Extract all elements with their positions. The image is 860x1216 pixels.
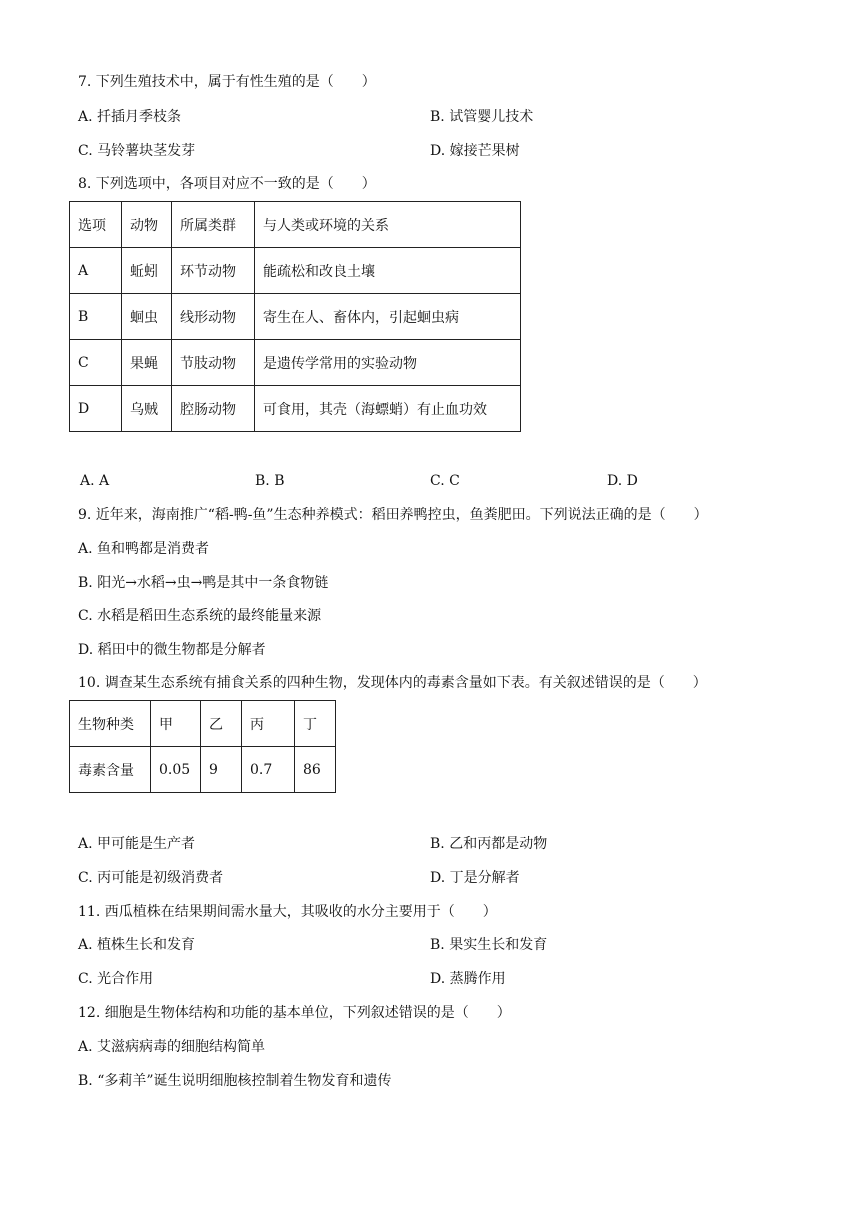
option-c: C. 马铃薯块茎发芽 — [78, 143, 196, 159]
table-header-cell: 与人类或环境的关系 — [255, 202, 521, 248]
table-cell: 毒素含量 — [70, 747, 151, 793]
option-d: D. D — [607, 473, 638, 489]
question-12-option-a: A. 艾滋病病毒的细胞结构简单 — [78, 1039, 266, 1055]
table-cell: 节肢动物 — [172, 340, 255, 386]
option-a: A. 甲可能是生产者 — [78, 836, 196, 852]
table-header-cell: 丁 — [295, 701, 336, 747]
table-header-cell: 生物种类 — [70, 701, 151, 747]
table-cell: 9 — [201, 747, 242, 793]
option-b: B. 果实生长和发育 — [430, 937, 548, 953]
table-header-row — [70, 202, 521, 248]
question-7-options-row-1 — [78, 107, 818, 127]
option-d: D. 丁是分解者 — [430, 870, 520, 886]
question-11-options-row-1 — [78, 935, 818, 955]
question-7-options-row-2 — [78, 141, 818, 161]
option-d: D. 嫁接芒果树 — [430, 143, 520, 159]
table-header-cell: 所属类群 — [172, 202, 255, 248]
table-header-cell: 选项 — [70, 202, 122, 248]
table-row — [70, 747, 336, 793]
table-header-cell: 动物 — [122, 202, 172, 248]
table-cell: 能疏松和改良土壤 — [255, 248, 521, 294]
option-d: D. 蒸腾作用 — [430, 971, 506, 987]
question-9-option-d: D. 稻田中的微生物都是分解者 — [78, 642, 266, 658]
table-row — [70, 294, 521, 340]
table-cell: 寄生在人、畜体内，引起蛔虫病 — [255, 294, 521, 340]
table-cell: 是遗传学常用的实验动物 — [255, 340, 521, 386]
question-7-stem: 7. 下列生殖技术中，属于有性生殖的是（ ） — [78, 74, 376, 90]
table-cell: 腔肠动物 — [172, 386, 255, 432]
option-a: A. A — [80, 473, 110, 489]
question-10-stem: 10. 调查某生态系统有捕食关系的四种生物，发现体内的毒素含量如下表。有关叙述错误的是（ ） — [78, 675, 707, 691]
question-8-table — [69, 201, 521, 432]
table-row — [70, 248, 521, 294]
table-cell: 果蝇 — [122, 340, 172, 386]
table-cell: B — [70, 294, 122, 340]
table-cell: 线形动物 — [172, 294, 255, 340]
table-cell: 0.05 — [151, 747, 201, 793]
table-cell: 乌贼 — [122, 386, 172, 432]
option-c: C. 光合作用 — [78, 971, 154, 987]
table-header-cell: 乙 — [201, 701, 242, 747]
table-row — [70, 340, 521, 386]
question-10-table — [69, 700, 336, 793]
table-cell: 可食用，其壳（海螵蛸）有止血功效 — [255, 386, 521, 432]
option-a: A. 扦插月季枝条 — [78, 109, 182, 125]
question-8-options — [80, 471, 820, 491]
question-8-stem: 8. 下列选项中，各项目对应不一致的是（ ） — [78, 176, 376, 192]
option-b: B. B — [255, 473, 285, 489]
question-9-option-c: C. 水稻是稻田生态系统的最终能量来源 — [78, 608, 322, 624]
option-b: B. 乙和丙都是动物 — [430, 836, 548, 852]
option-c: C. 丙可能是初级消费者 — [78, 870, 224, 886]
question-12-option-b: B. “多莉羊”诞生说明细胞核控制着生物发育和遗传 — [78, 1073, 392, 1089]
table-cell: 蛔虫 — [122, 294, 172, 340]
table-cell: 环节动物 — [172, 248, 255, 294]
option-c: C. C — [430, 473, 460, 489]
question-9-option-b: B. 阳光→水稻→虫→鸭是其中一条食物链 — [78, 575, 329, 591]
question-11-options-row-2 — [78, 969, 818, 989]
table-cell: A — [70, 248, 122, 294]
table-row — [70, 386, 521, 432]
question-11-stem: 11. 西瓜植株在结果期间需水量大，其吸收的水分主要用于（ ） — [78, 904, 497, 920]
question-9-stem: 9. 近年来，海南推广“稻-鸭-鱼”生态种养模式：稻田养鸭控虫，鱼粪肥田。下列说法正确的是（ ） — [78, 507, 708, 523]
question-10-options-row-2 — [78, 868, 818, 888]
table-cell: 蚯蚓 — [122, 248, 172, 294]
table-cell: 0.7 — [242, 747, 295, 793]
question-10-options-row-1 — [78, 834, 818, 854]
question-9-option-a: A. 鱼和鸭都是消费者 — [78, 541, 210, 557]
table-cell: 86 — [295, 747, 336, 793]
table-header-cell: 甲 — [151, 701, 201, 747]
option-a: A. 植株生长和发育 — [78, 937, 196, 953]
table-cell: D — [70, 386, 122, 432]
table-row — [70, 701, 336, 747]
question-12-stem: 12. 细胞是生物体结构和功能的基本单位，下列叙述错误的是（ ） — [78, 1005, 511, 1021]
table-cell: C — [70, 340, 122, 386]
option-b: B. 试管婴儿技术 — [430, 109, 534, 125]
table-header-cell: 丙 — [242, 701, 295, 747]
